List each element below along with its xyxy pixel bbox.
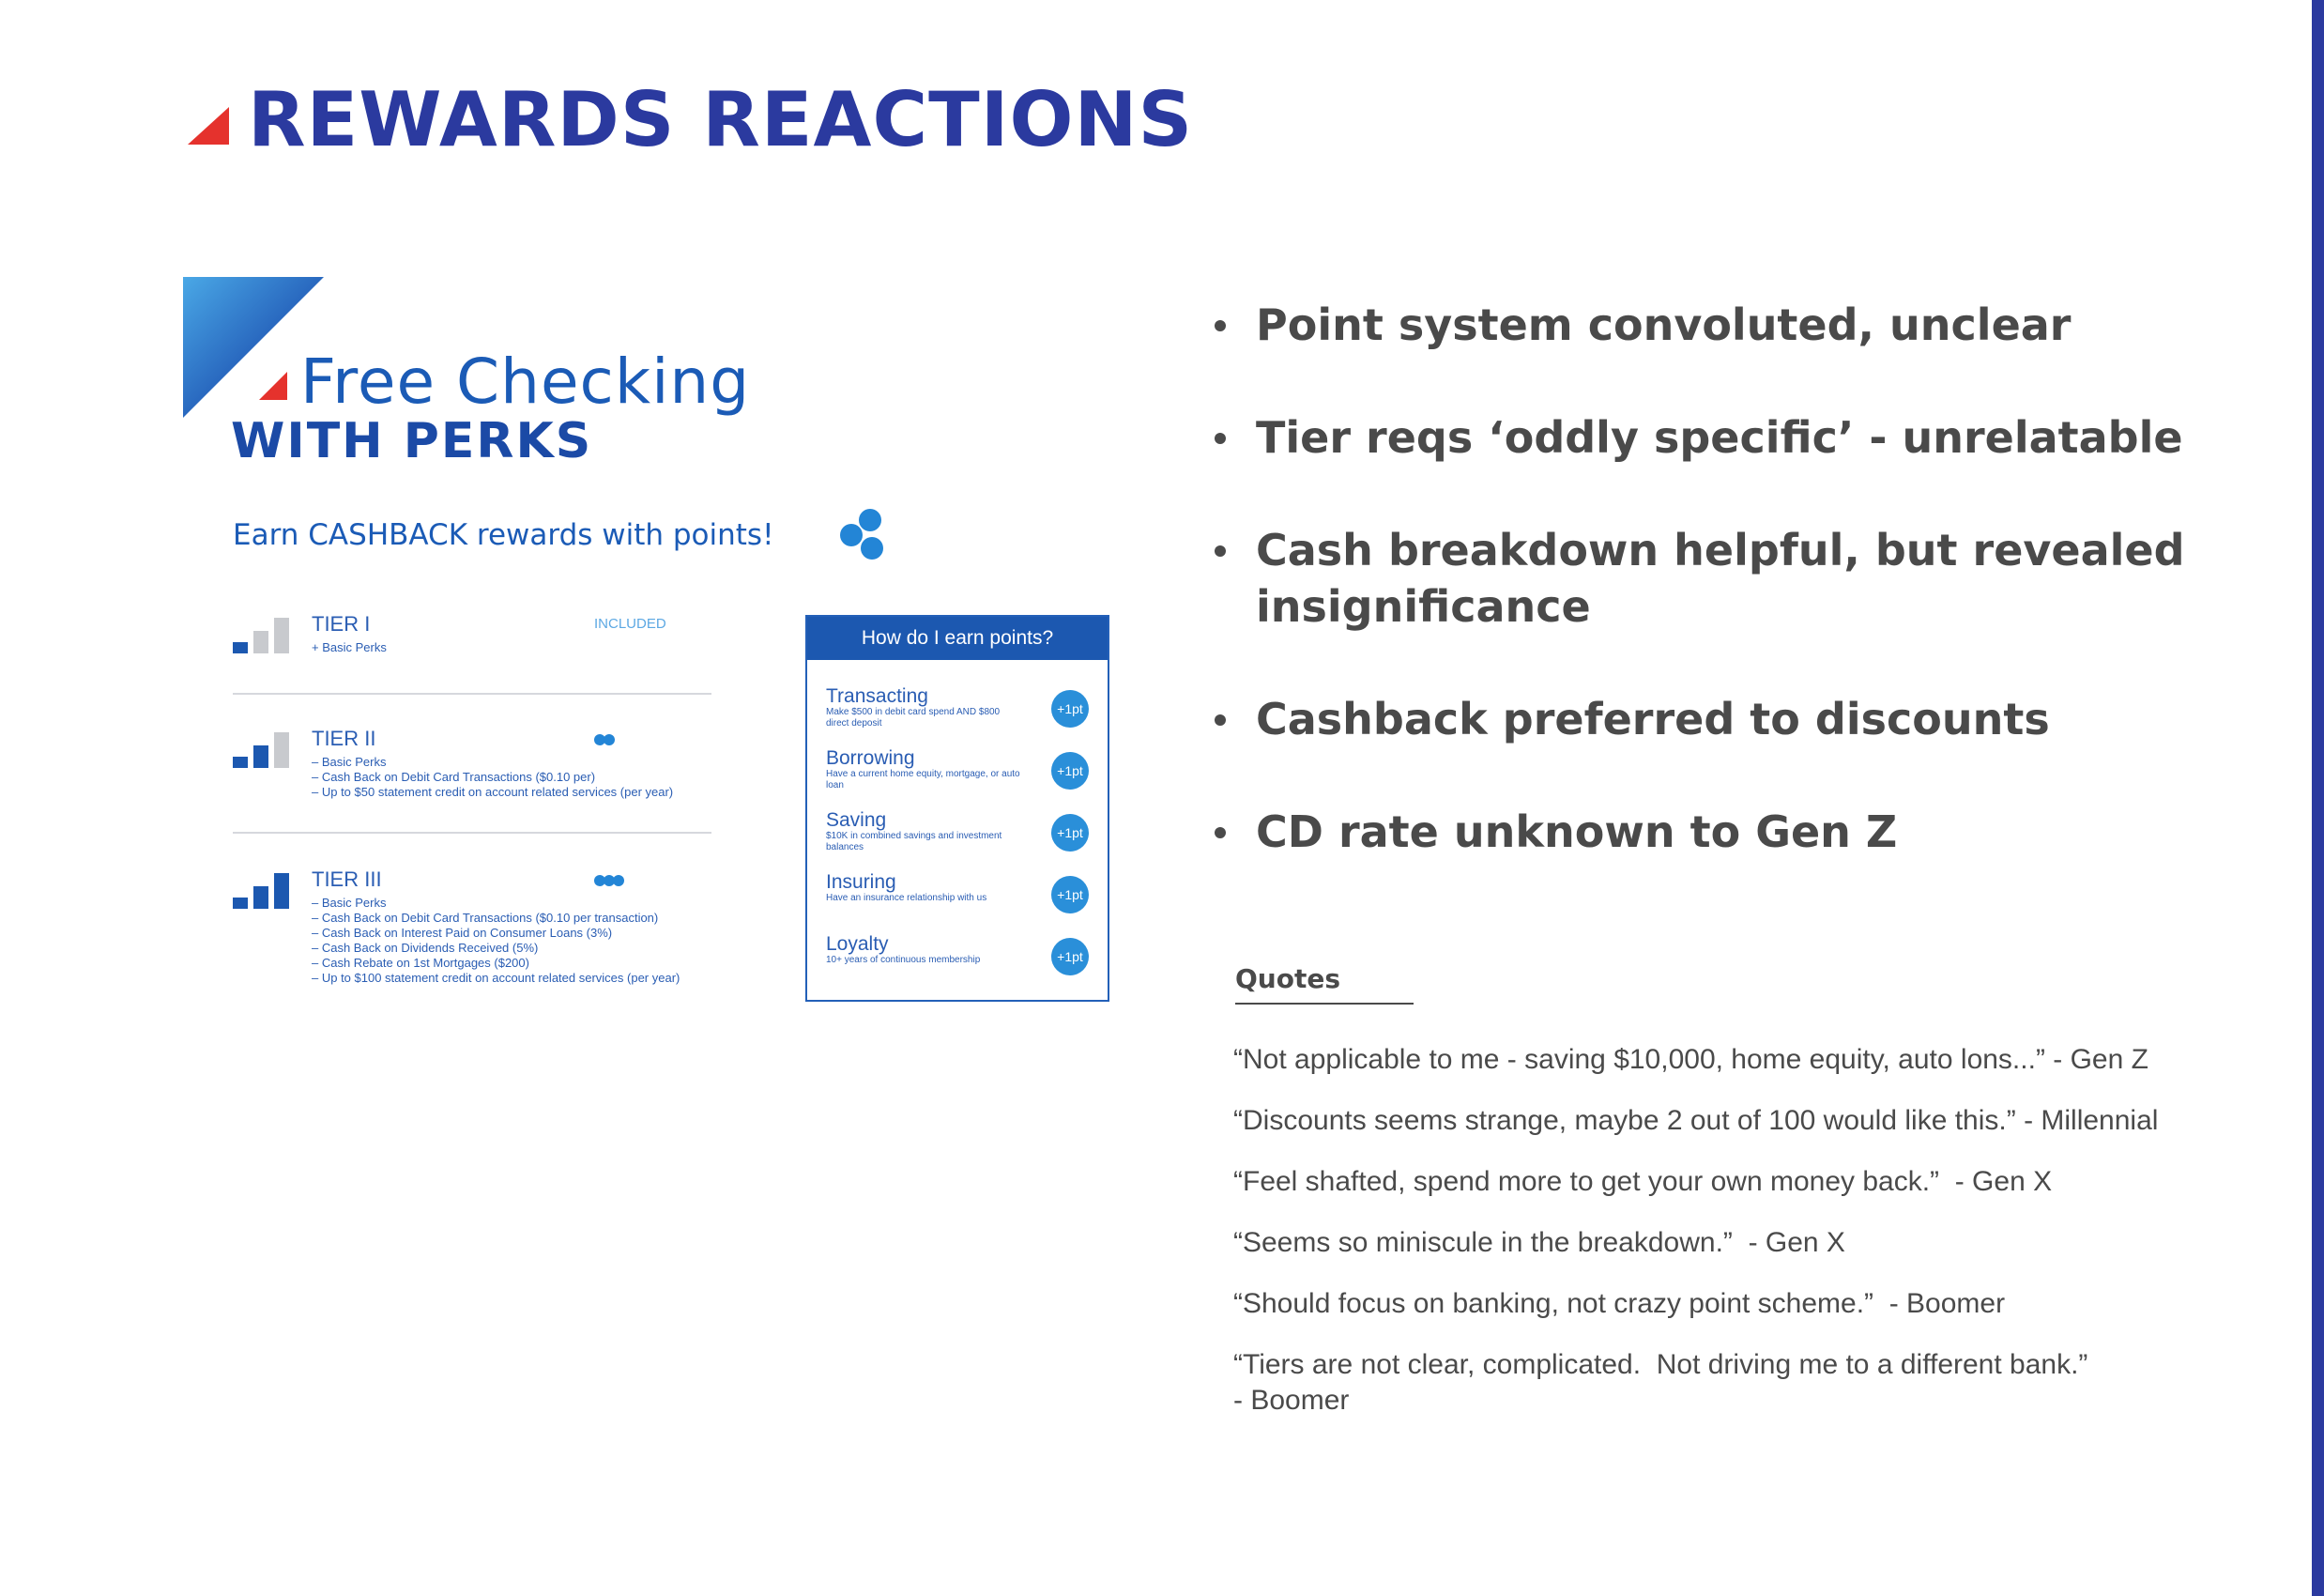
point-badge-icon: +1pt bbox=[1051, 814, 1089, 852]
tier-1-bars-icon bbox=[233, 614, 298, 653]
tier-1-included: INCLUDED bbox=[594, 616, 666, 632]
finding-item: Cashback preferred to discounts bbox=[1211, 691, 2300, 747]
earn-points-heading: How do I earn points? bbox=[807, 617, 1108, 660]
tier-3-dots-icon bbox=[594, 875, 622, 886]
points-row-title: Loyalty bbox=[826, 933, 889, 955]
points-row-desc: Have an insurance relationship with us bbox=[826, 893, 987, 903]
red-triangle-logo-icon bbox=[259, 372, 287, 400]
right-edge-rule bbox=[2312, 0, 2324, 1596]
tier-item: – Basic Perks bbox=[312, 896, 387, 910]
points-row-desc: 10+ years of continuous membership bbox=[826, 955, 981, 965]
page-title-text: REWARDS REACTIONS bbox=[248, 76, 1194, 163]
points-row bbox=[826, 934, 1098, 966]
tier-3-bars-icon bbox=[233, 869, 298, 909]
points-row bbox=[826, 686, 1098, 729]
points-row-title: Borrowing bbox=[826, 747, 915, 769]
points-row bbox=[826, 810, 1098, 853]
page-title bbox=[188, 76, 1194, 163]
tier-divider bbox=[233, 693, 711, 695]
tier-item: – Cash Rebate on 1st Mortgages ($200) bbox=[312, 956, 529, 970]
promo-subheadline: WITH PERKS bbox=[231, 413, 593, 469]
tier-1 bbox=[233, 614, 758, 670]
tier-item: + Basic Perks bbox=[312, 640, 387, 654]
tier-item: – Basic Perks bbox=[312, 755, 387, 769]
point-badge-icon: +1pt bbox=[1051, 876, 1089, 913]
point-badge-icon: +1pt bbox=[1051, 690, 1089, 728]
points-row bbox=[826, 872, 1098, 904]
quote-item: “Not applicable to me - saving $10,000, home equity, auto lons...” - Gen Z bbox=[1233, 1044, 2148, 1075]
earn-points-box bbox=[805, 615, 1109, 1002]
quote-item: “Seems so miniscule in the breakdown.” - Gen X bbox=[1233, 1227, 1845, 1258]
points-row-title: Insuring bbox=[826, 871, 896, 893]
finding-item: Tier reqs ‘oddly specific’ - unrelatable bbox=[1211, 409, 2300, 466]
quotes-list bbox=[1233, 1042, 2313, 1444]
tier-divider bbox=[233, 832, 711, 834]
quote-item: “Tiers are not clear, complicated. Not driving me to a different bank.” - Boomer bbox=[1233, 1349, 2088, 1416]
points-row-desc: Have a current home equity, mortgage, or auto loan bbox=[826, 769, 1020, 790]
tier-item: – Cash Back on Interest Paid on Consumer Loans (3%) bbox=[312, 926, 613, 940]
tier-item: – Cash Back on Debit Card Transactions ($0.10 per transaction) bbox=[312, 911, 659, 925]
tier-3-name: TIER III bbox=[312, 867, 382, 891]
quotes-heading: Quotes bbox=[1235, 963, 1341, 994]
tier-item: – Up to $50 statement credit on account related services (per year) bbox=[312, 785, 674, 799]
quotes-underline bbox=[1235, 1003, 1414, 1005]
tier-item: – Cash Back on Dividends Received (5%) bbox=[312, 941, 539, 955]
quote-item: “Should focus on banking, not crazy point scheme.” - Boomer bbox=[1233, 1288, 2006, 1319]
tier-2-items bbox=[312, 755, 673, 800]
tier-item: – Cash Back on Debit Card Transactions ($0.10 per) bbox=[312, 770, 596, 784]
tier-2-dots-icon bbox=[594, 734, 613, 745]
quote-item: “Discounts seems strange, maybe 2 out of 100 would like this.” - Millennial bbox=[1233, 1105, 2159, 1136]
quote-item: “Feel shafted, spend more to get your own money back.” - Gen X bbox=[1233, 1166, 2053, 1197]
tier-1-name: TIER I bbox=[312, 612, 371, 636]
points-row-desc: Make $500 in debit card spend AND $800 direct deposit bbox=[826, 707, 1001, 729]
points-row-title: Saving bbox=[826, 809, 887, 831]
tier-1-items bbox=[312, 640, 387, 655]
red-triangle-icon bbox=[188, 107, 229, 145]
finding-item: CD rate unknown to Gen Z bbox=[1211, 804, 2300, 860]
points-row bbox=[826, 748, 1098, 791]
point-badge-icon: +1pt bbox=[1051, 938, 1089, 975]
tier-2-name: TIER II bbox=[312, 727, 376, 750]
point-badge-icon: +1pt bbox=[1051, 752, 1089, 790]
tier-2-bars-icon bbox=[233, 729, 298, 768]
findings-list bbox=[1211, 297, 2300, 916]
tier-3 bbox=[233, 869, 758, 991]
finding-item: Cash breakdown helpful, but revealed insignificance bbox=[1211, 522, 2300, 635]
tier-2 bbox=[233, 729, 758, 804]
finding-item: Point system convoluted, unclear bbox=[1211, 297, 2300, 353]
promo-headline: Free Checking bbox=[300, 345, 751, 418]
tier-3-items bbox=[312, 896, 680, 986]
tier-item: – Up to $100 statement credit on account related services (per year) bbox=[312, 971, 680, 985]
points-dots-icon bbox=[840, 509, 896, 565]
free-checking-promo-image bbox=[178, 272, 1126, 1023]
promo-earn-text: Earn CASHBACK rewards with points! bbox=[233, 518, 774, 552]
points-row-desc: $10K in combined savings and investment balances bbox=[826, 831, 1002, 852]
points-row-title: Transacting bbox=[826, 685, 928, 707]
